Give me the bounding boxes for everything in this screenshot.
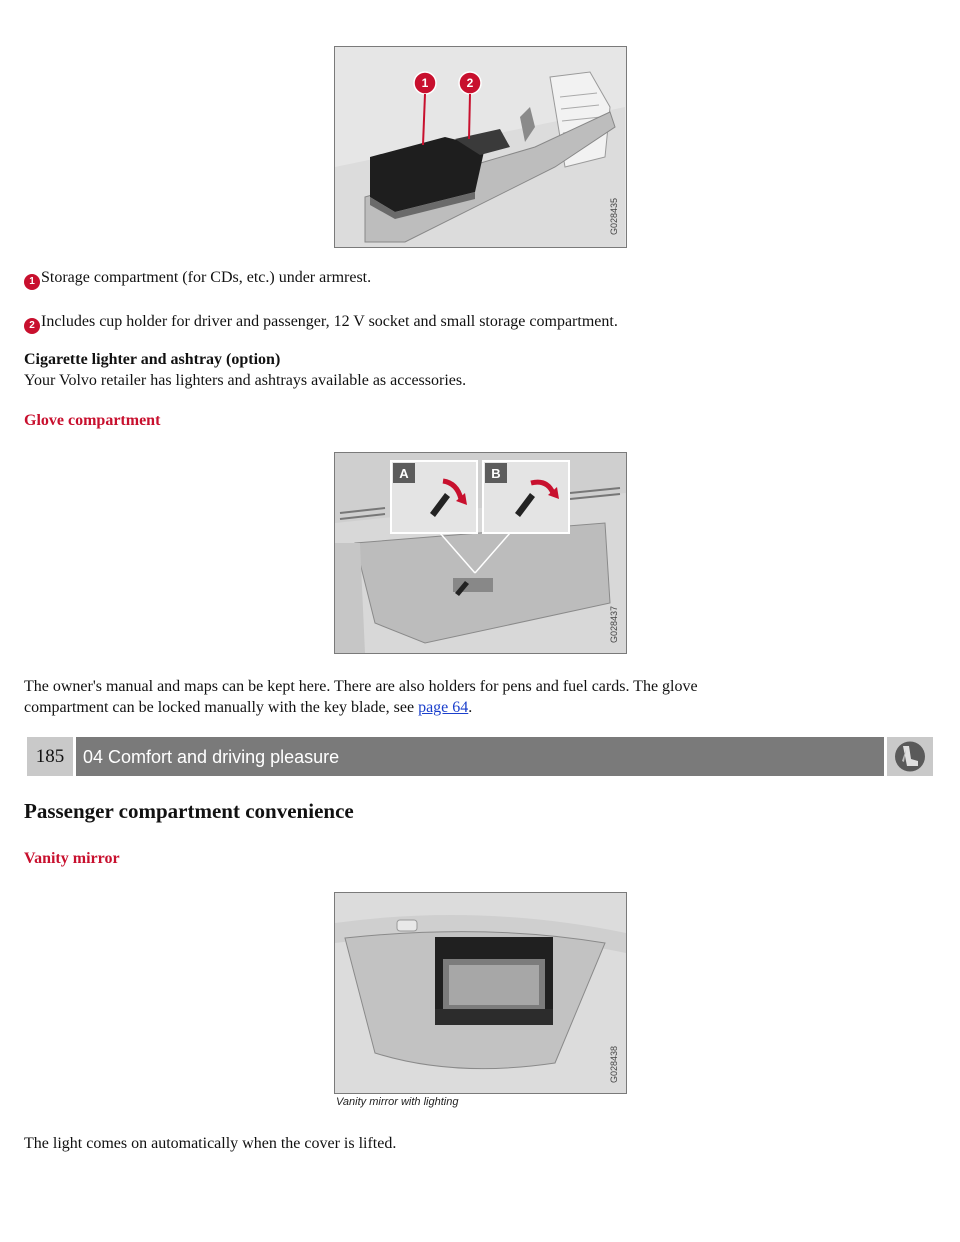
figure-code: G028435	[609, 197, 619, 235]
console-figure	[334, 46, 627, 248]
page-title: Passenger compartment convenience	[24, 799, 354, 823]
figure-code: G028437	[609, 605, 619, 643]
figure-caption: Vanity mirror with lighting	[336, 1096, 459, 1108]
glove-illustration	[335, 453, 626, 653]
cigarette-heading: Cigarette lighter and ashtray (option)	[24, 351, 281, 368]
vanity-figure	[334, 892, 627, 1094]
section-title: 04 Comfort and driving pleasure	[76, 737, 884, 776]
figure-code: G028438	[609, 1045, 619, 1083]
callout-1: 1	[421, 76, 429, 90]
page-64-link[interactable]: page 64	[418, 699, 469, 716]
glove-text-line2	[24, 697, 472, 718]
glove-heading: Glove compartment	[24, 412, 161, 429]
item-1	[24, 267, 371, 290]
vanity-illustration	[335, 893, 626, 1093]
console-illustration	[335, 47, 626, 247]
seat-icon	[887, 737, 933, 776]
item-1-text: Storage compartment (for CDs, etc.) under armrest.	[41, 269, 372, 286]
section-bar	[27, 737, 933, 776]
number-2-icon: 2	[24, 318, 40, 334]
glove-text-suffix: .	[468, 699, 473, 716]
glove-figure	[334, 452, 627, 654]
callout-2: 2	[466, 76, 474, 90]
label-b: B	[491, 466, 501, 481]
cigarette-text: Your Volvo retailer has lighters and ashtrays available as accessories.	[24, 372, 467, 389]
label-a: A	[399, 466, 409, 481]
item-2	[24, 311, 618, 334]
number-1-icon: 1	[24, 274, 40, 290]
vanity-heading: Vanity mirror	[24, 850, 120, 867]
page-number: 185	[27, 737, 73, 776]
glove-text-prefix: compartment can be locked manually with the key blade, see	[24, 699, 419, 716]
glove-text-line1: The owner's manual and maps can be kept here. There are also holders for pens and fuel cards. The glove	[24, 678, 698, 695]
vanity-text: The light comes on automatically when the cover is lifted.	[24, 1135, 397, 1152]
item-2-text: Includes cup holder for driver and passenger, 12 V socket and small storage compartment.	[41, 313, 618, 330]
